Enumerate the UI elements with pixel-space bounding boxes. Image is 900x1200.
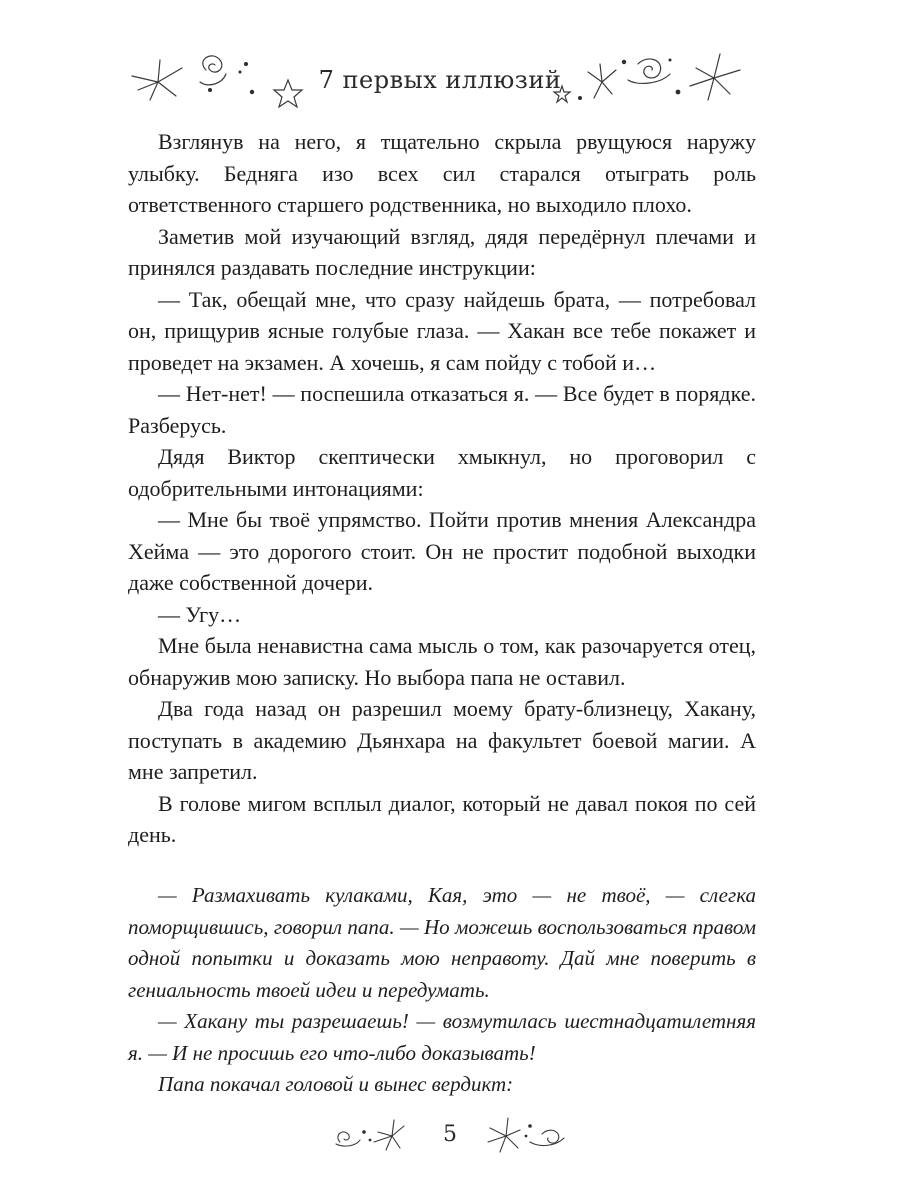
italic-paragraph: — Размахивать кулаками, Кая, это — не твоё, — слегка поморщившись, говорил папа. — Но можешь воспользоваться правом одной попытки и доказать мою неправоту. Дай мне поверить в гениальность твоей идеи и передумать. [128,883,756,1002]
paragraph: В голове мигом всплыл диалог, который не давал покоя по сей день. [128,790,756,847]
paragraph: Два года назад он разрешил моему брату-близнецу, Хакану, поступать в академию Дьянхара на факультет боевой магии. А мне запретил. [128,696,756,784]
paragraph: — Угу… [158,601,242,627]
paragraph: — Нет-нет! — поспешила отказаться я. — Все будет в порядке. Разберусь. [128,381,756,438]
paragraph: Мне была ненавистна сама мысль о том, как разочаруется отец, обнаружив мою записку. Но выбора папа не оставил. [128,633,756,690]
paragraph: — Так, обещай мне, что сразу найдешь брата, — потребовал он, прищурив ясные голубые глаза. — Хакан все тебе покажет и проведет на экзамен. А хочешь, я сам пойду с тобой и… [128,286,756,375]
paragraph: Дядя Виктор скептически хмыкнул, но проговорил с одобрительными интонациями: [128,444,756,501]
page-number: 5 [443,1122,457,1147]
main-text [128,126,756,851]
paragraph: Заметив мой изучающий взгляд, дядя передёрнул плечами и принялся раздавать последние инструкции: [128,223,756,280]
italic-paragraph: Папа покачал головой и вынес вердикт: [158,1072,514,1096]
page-footer [330,1112,570,1162]
running-header [130,40,750,120]
flashback-text [128,880,756,1101]
italic-paragraph: — Хакану ты разрешаешь! — возмутилась шестнадцатилетняя я. — И не просишь его что-либо доказывать! [128,1009,756,1065]
paragraph: — Мне бы твоё упрямство. Пойти против мнения Александра Хейма — это дорогого стоит. Он не простит подобной выходки даже собственной дочери. [128,507,756,595]
paragraph: Взглянув на него, я тщательно скрыла рвущуюся наружу улыбку. Бедняга изо всех сил старался отыграть роль ответственного старшего родственника, но выходило плохо. [128,129,756,217]
running-header-title: 7 первых иллюзий [318,66,562,94]
